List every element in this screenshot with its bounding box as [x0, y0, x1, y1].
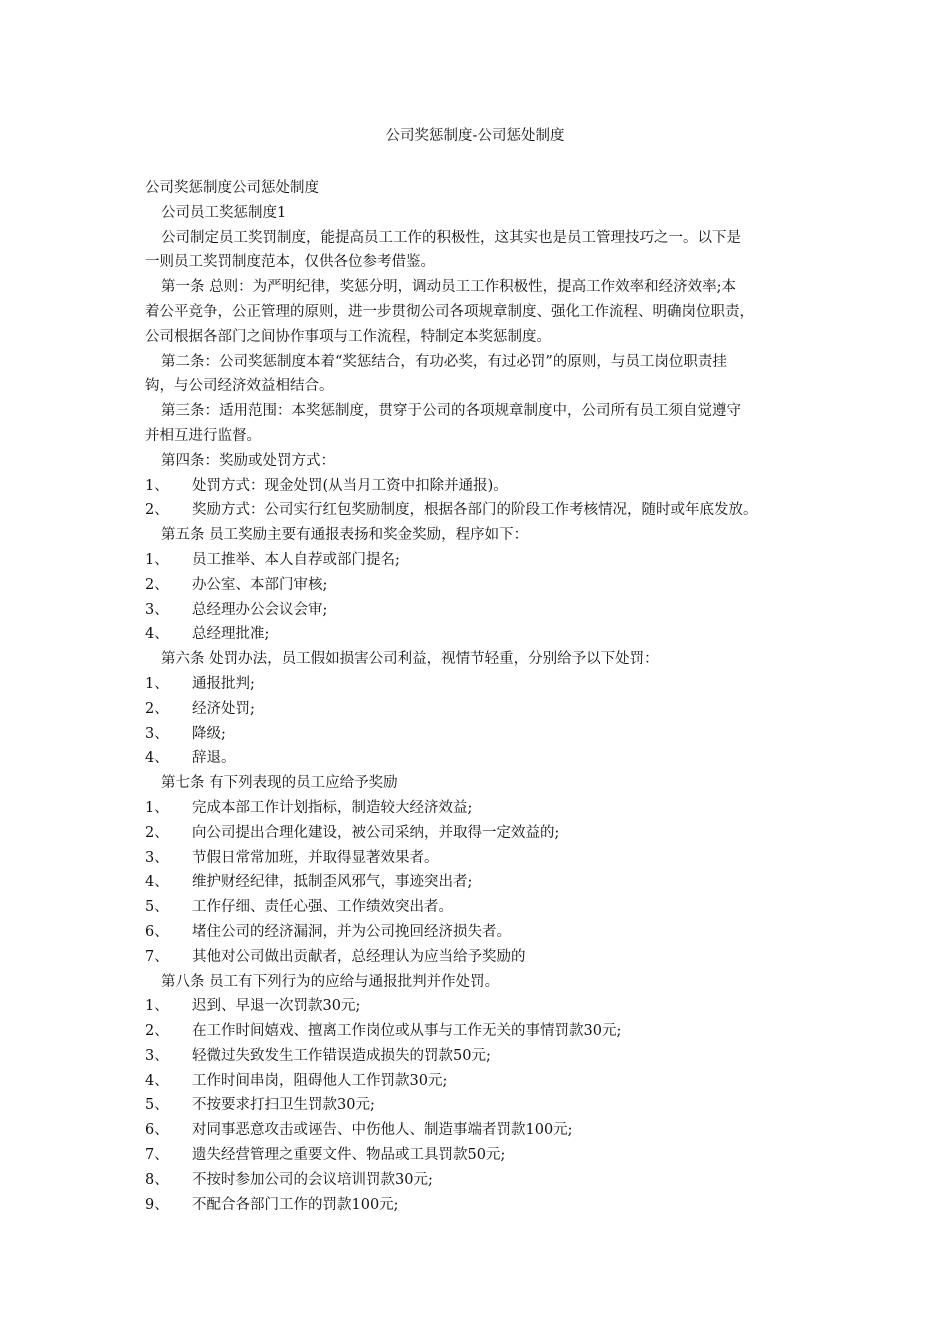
list-item	[145, 821, 810, 846]
list-item-text: 经济处罚;	[192, 700, 255, 717]
list-item	[145, 920, 810, 945]
list-item	[145, 1118, 810, 1143]
document-heading: 公司奖惩制度公司惩处制度	[145, 180, 319, 196]
list-item	[145, 945, 810, 970]
article-1	[145, 275, 810, 349]
list-item-text: 其他对公司做出贡献者，总经理认为应当给予奖励的	[192, 948, 526, 965]
list-item	[145, 1019, 810, 1044]
document-subheading: 公司员工奖惩制度1	[161, 204, 287, 221]
list-item-text: 堵住公司的经济漏洞，并为公司挽回经济损失者。	[192, 923, 511, 940]
list-item	[145, 994, 810, 1019]
list-item-text: 办公室、本部门审核;	[192, 576, 328, 593]
list-item-number: 4、	[145, 626, 169, 643]
list-item	[145, 895, 810, 920]
list-item	[145, 474, 810, 499]
list-item-text: 完成本部工作计划指标，制造较大经济效益;	[192, 799, 473, 816]
list-item-text: 奖励方式：公司实行红包奖励制度，根据各部门的阶段工作考核情况，随时或年底发放。	[192, 502, 758, 519]
paragraph-line: 公司制定员工奖罚制度，能提高员工工作的积极性，这其实也是员工管理技巧之一。以下是	[161, 229, 741, 246]
list-item	[145, 622, 810, 647]
list-item-number: 4、	[145, 874, 169, 891]
list-item-number: 1、	[145, 675, 169, 692]
article-8: 第八条 员工有下列行为的应给与通报批判并作处罚。	[161, 973, 500, 990]
article-6: 第六条 处罚办法，员工假如损害公司利益，视情节轻重，分别给予以下处罚：	[161, 651, 659, 668]
list-item	[145, 796, 810, 821]
list-item-text: 向公司提出合理化建设，被公司采纳，并取得一定效益的;	[192, 824, 560, 841]
article-3	[145, 399, 810, 449]
list-item	[145, 573, 810, 598]
list-item-number: 1、	[145, 477, 169, 494]
article-7: 第七条 有下列表现的员工应给予奖励	[161, 775, 398, 792]
list-item-text: 通报批判;	[192, 675, 255, 692]
list-item	[145, 697, 810, 722]
list-item	[145, 870, 810, 895]
list-item-text: 处罚方式：现金处罚(从当月工资中扣除并通报)。	[192, 477, 508, 494]
paragraph-line: 一则员工奖罚制度范本，仅供各位参考借鉴。	[145, 254, 435, 271]
list-item-text: 总经理批准;	[192, 626, 270, 643]
intro-paragraph	[145, 226, 810, 276]
list-item-number: 4、	[145, 1072, 169, 1089]
list-item-text: 对同事恶意攻击或诬告、中伤他人、制造事端者罚款100元;	[192, 1122, 573, 1139]
list-item-text: 迟到、早退一次罚款30元;	[192, 998, 361, 1015]
list-item-number: 1、	[145, 551, 169, 568]
paragraph-line: 第三条：适用范围：本奖惩制度，贯穿于公司的各项规章制度中，公司所有员工须自觉遵守	[161, 403, 741, 420]
list-item-number: 6、	[145, 1122, 169, 1139]
list-item-number: 7、	[145, 948, 169, 965]
list-item-text: 遗失经营管理之重要文件、物品或工具罚款50元;	[192, 1147, 506, 1164]
list-item-number: 3、	[145, 1047, 169, 1064]
paragraph-line: 第一条 总则：为严明纪律，奖惩分明，调动员工工作积极性，提高工作效率和经济效率;本	[161, 279, 736, 296]
list-item	[145, 1044, 810, 1069]
list-item-text: 节假日常常加班，并取得显著效果者。	[192, 849, 439, 866]
article-5: 第五条 员工奖励主要有通报表扬和奖金奖励，程序如下：	[161, 527, 529, 544]
list-item-text: 辞退。	[192, 750, 236, 767]
paragraph-line: 第二条：公司奖惩制度本着“奖惩结合，有功必奖，有过必罚”的原则，与员工岗位职责挂	[161, 353, 727, 370]
list-item-number: 1、	[145, 998, 169, 1015]
list-item-number: 5、	[145, 899, 169, 916]
list-item-number: 3、	[145, 849, 169, 866]
document-body	[145, 176, 810, 1217]
list-item	[145, 598, 810, 623]
paragraph-line: 公司根据各部门之间协作事项与工作流程，特制定本奖惩制度。	[145, 328, 551, 345]
list-item-text: 降级;	[192, 725, 226, 742]
article-4: 第四条：奖励或处罚方式：	[161, 452, 335, 469]
list-item	[145, 746, 810, 771]
list-item	[145, 722, 810, 747]
paragraph-line: 着公平竞争，公正管理的原则，进一步贯彻公司各项规章制度、强化工作流程、明确岗位职责，	[145, 303, 754, 320]
list-item	[145, 1093, 810, 1118]
list-item-number: 2、	[145, 1023, 169, 1040]
list-item-number: 8、	[145, 1171, 169, 1188]
list-item-text: 维护财经纪律，抵制歪风邪气，事迹突出者;	[192, 874, 473, 891]
list-item-number: 5、	[145, 1097, 169, 1114]
list-item	[145, 1193, 810, 1218]
list-item	[145, 1069, 810, 1094]
list-item	[145, 1143, 810, 1168]
list-item-text: 工作时间串岗，阻碍他人工作罚款30元;	[192, 1072, 448, 1089]
list-item-text: 在工作时间嬉戏、擅离工作岗位或从事与工作无关的事情罚款30元;	[192, 1023, 622, 1040]
list-item-text: 不按要求打扫卫生罚款30元;	[192, 1097, 375, 1114]
document-title: 公司奖惩制度-公司惩处制度	[385, 128, 565, 144]
list-item-text: 轻微过失致发生工作错误造成损失的罚款50元;	[192, 1047, 491, 1064]
list-item-number: 2、	[145, 824, 169, 841]
list-item-number: 2、	[145, 576, 169, 593]
list-item-number: 9、	[145, 1196, 169, 1213]
list-item-number: 1、	[145, 799, 169, 816]
list-item	[145, 548, 810, 573]
list-item-number: 3、	[145, 601, 169, 618]
list-item-number: 7、	[145, 1147, 169, 1164]
list-item-text: 总经理办公会议会审;	[192, 601, 328, 618]
list-item-number: 4、	[145, 750, 169, 767]
article-2	[145, 350, 810, 400]
list-item-number: 6、	[145, 923, 169, 940]
list-item-number: 3、	[145, 725, 169, 742]
list-item-text: 工作仔细、责任心强、工作绩效突出者。	[192, 899, 453, 916]
list-item	[145, 498, 810, 523]
list-item-text: 不配合各部门工作的罚款100元;	[192, 1196, 399, 1213]
list-item-text: 不按时参加公司的会议培训罚款30元;	[192, 1171, 433, 1188]
list-item	[145, 1168, 810, 1193]
list-item-number: 2、	[145, 502, 169, 519]
paragraph-line: 并相互进行监督。	[145, 427, 261, 444]
paragraph-line: 钩，与公司经济效益相结合。	[145, 378, 334, 395]
list-item	[145, 672, 810, 697]
list-item-number: 2、	[145, 700, 169, 717]
list-item-text: 员工推举、本人自荐或部门提名;	[192, 551, 400, 568]
list-item	[145, 846, 810, 871]
